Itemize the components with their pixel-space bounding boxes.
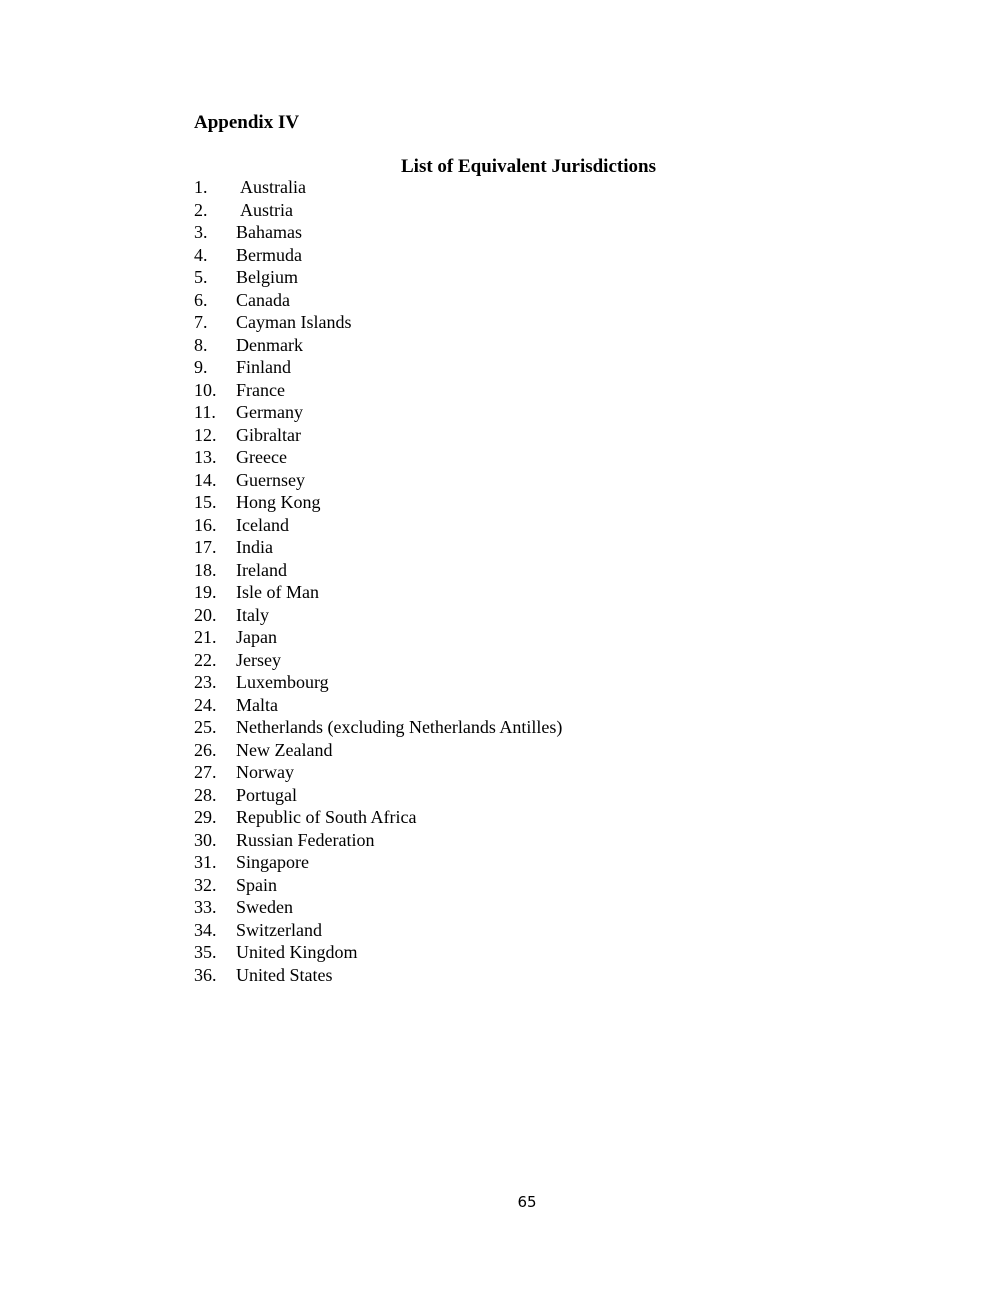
item-name: Spain [236, 874, 278, 895]
item-name: Malta [236, 694, 278, 715]
item-name: Switzerland [236, 919, 322, 940]
item-name: Denmark [236, 334, 303, 355]
list-item [194, 221, 562, 244]
list-item [194, 829, 562, 852]
list-item [194, 581, 562, 604]
item-name: Luxembourg [236, 672, 329, 692]
list-item [194, 469, 562, 492]
item-number: 22. [194, 649, 217, 670]
item-number: 36. [194, 964, 217, 985]
item-name: Gibraltar [236, 424, 301, 445]
list-item [194, 244, 562, 267]
item-name: Japan [236, 627, 277, 647]
item-number: 17. [194, 537, 217, 557]
list-item [194, 874, 562, 897]
item-name: Portugal [236, 784, 297, 805]
item-number: 21. [194, 627, 217, 647]
list-item [194, 896, 562, 919]
item-name: Bermuda [236, 244, 302, 265]
list-item [194, 401, 562, 424]
list-item [194, 379, 562, 402]
item-number: 5. [194, 267, 208, 287]
page-number: 65 [517, 1193, 537, 1211]
list-item [194, 289, 562, 312]
item-name: Sweden [236, 897, 293, 917]
list-item [194, 311, 562, 334]
list-item [194, 356, 562, 379]
list-item [194, 671, 562, 694]
list-item [194, 964, 562, 987]
list-item [194, 784, 562, 807]
item-name: Australia [240, 177, 306, 197]
item-number: 30. [194, 829, 217, 850]
item-number: 23. [194, 672, 217, 692]
item-name: Republic of South Africa [236, 807, 417, 827]
item-name: Norway [236, 762, 294, 782]
item-number: 11. [194, 402, 216, 422]
list-item [194, 334, 562, 357]
item-name: Italy [236, 604, 269, 625]
item-number: 26. [194, 739, 217, 760]
list-item [194, 941, 562, 964]
appendix-heading: Appendix IV [194, 112, 300, 133]
list-item [194, 176, 562, 199]
item-name: France [236, 379, 285, 400]
item-number: 7. [194, 312, 208, 332]
item-name: Bahamas [236, 222, 302, 242]
item-number: 24. [194, 694, 217, 715]
item-number: 18. [194, 559, 217, 580]
list-item [194, 806, 562, 829]
list-item [194, 199, 562, 222]
list-item [194, 649, 562, 672]
list-item [194, 604, 562, 627]
item-number: 3. [194, 222, 208, 242]
item-name: Belgium [236, 267, 298, 287]
list-item [194, 716, 562, 739]
item-name: Guernsey [236, 469, 305, 490]
item-number: 14. [194, 469, 217, 490]
list-item [194, 919, 562, 942]
item-number: 4. [194, 244, 208, 265]
list-item [194, 446, 562, 469]
list-item [194, 851, 562, 874]
item-number: 1. [194, 177, 208, 197]
item-number: 31. [194, 852, 217, 872]
item-name: Russian Federation [236, 829, 375, 850]
list-item [194, 536, 562, 559]
item-number: 16. [194, 514, 217, 535]
item-name: Jersey [236, 649, 281, 670]
item-name: Iceland [236, 514, 289, 535]
item-name: United Kingdom [236, 942, 358, 962]
item-number: 2. [194, 199, 208, 220]
item-name: Greece [236, 447, 287, 467]
list-item [194, 739, 562, 762]
list-item [194, 626, 562, 649]
list-item [194, 514, 562, 537]
item-number: 29. [194, 807, 217, 827]
item-number: 12. [194, 424, 217, 445]
item-name: Austria [240, 199, 293, 220]
item-name: United States [236, 964, 333, 985]
item-name: Finland [236, 357, 292, 377]
item-number: 15. [194, 492, 217, 512]
item-name: Hong Kong [236, 492, 321, 512]
item-name: Germany [236, 402, 303, 422]
item-number: 10. [194, 379, 217, 400]
item-number: 20. [194, 604, 217, 625]
item-name: New Zealand [236, 739, 333, 760]
list-item [194, 491, 562, 514]
item-number: 13. [194, 447, 217, 467]
item-number: 8. [194, 334, 208, 355]
item-number: 19. [194, 582, 217, 602]
item-number: 27. [194, 762, 217, 782]
list-item [194, 266, 562, 289]
list-title: List of Equivalent Jurisdictions [401, 156, 656, 177]
item-number: 34. [194, 919, 217, 940]
item-number: 35. [194, 942, 217, 962]
item-number: 28. [194, 784, 217, 805]
item-number: 33. [194, 897, 217, 917]
item-name: Netherlands (excluding Netherlands Antilles) [236, 717, 563, 737]
item-name: Ireland [236, 559, 287, 580]
list-item [194, 694, 562, 717]
item-number: 9. [194, 357, 208, 377]
item-name: Canada [236, 289, 290, 310]
item-number: 32. [194, 874, 217, 895]
list-item [194, 761, 562, 784]
item-name: Cayman Islands [236, 312, 352, 332]
item-name: India [236, 537, 273, 557]
list-item [194, 424, 562, 447]
item-number: 6. [194, 289, 208, 310]
item-name: Isle of Man [236, 582, 319, 602]
list-item [194, 559, 562, 582]
item-number: 25. [194, 717, 217, 737]
item-name: Singapore [236, 852, 309, 872]
jurisdiction-list [194, 176, 562, 986]
